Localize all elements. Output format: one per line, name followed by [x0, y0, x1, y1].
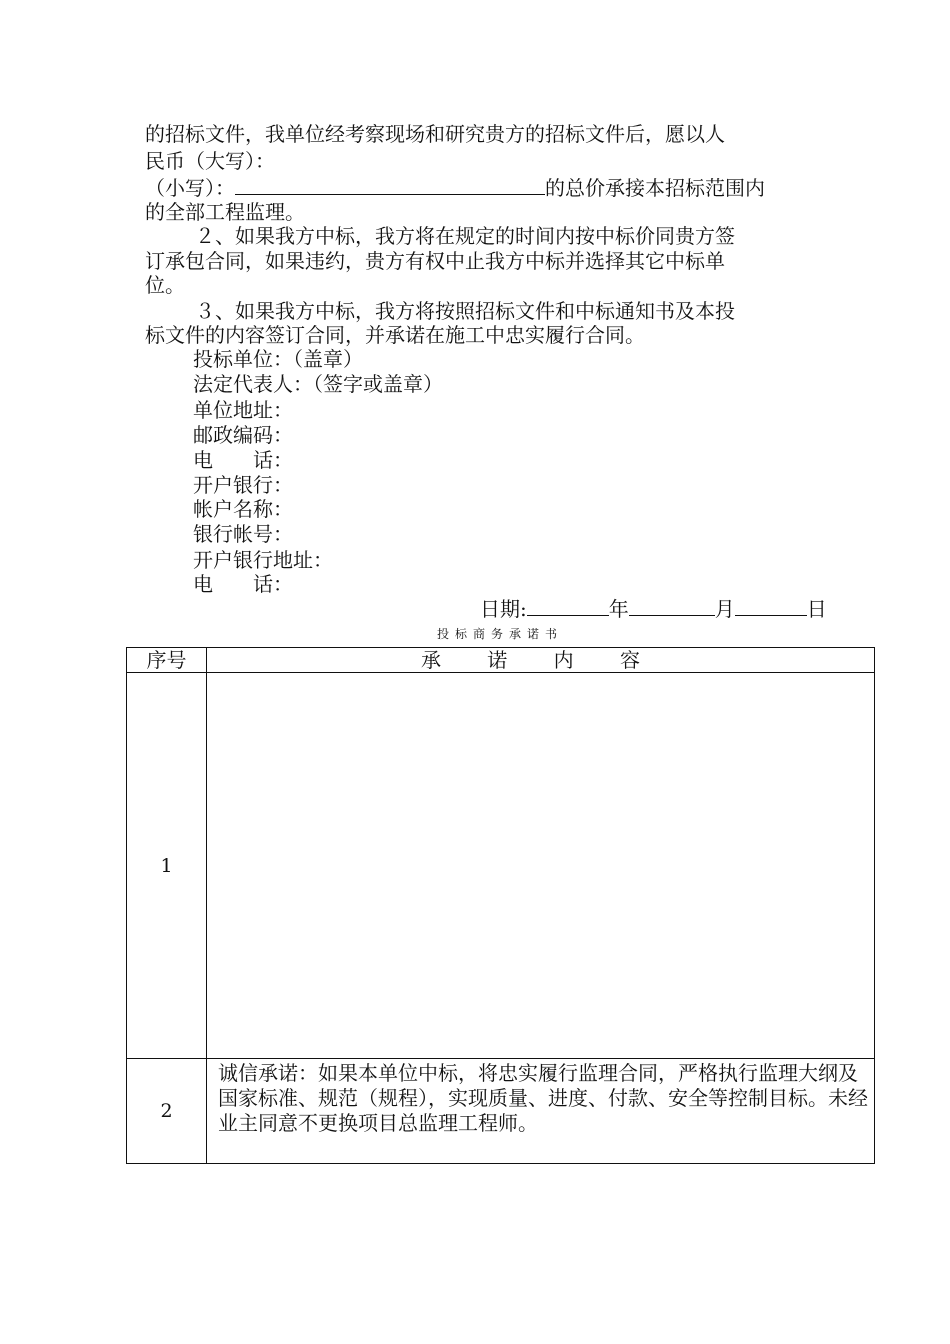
header-no: 序号: [127, 648, 207, 673]
month-blank[interactable]: [629, 597, 715, 616]
date-row: [480, 597, 827, 622]
field-bank: 开户银行：: [193, 473, 293, 497]
row-content: 诚信承诺：如果本单位中标，将忠实履行监理合同，严格执行监理大纲及国家标准、规范（规程），实现质量、进度、付款、安全等控制目标。未经业主同意不更换项目总监理工程师。: [207, 1059, 875, 1164]
field-account-number: 银行帐号：: [193, 522, 293, 546]
item-2-line-3: 位。: [145, 273, 185, 297]
item-2-line-1: ２、如果我方中标，我方将在规定的时间内按中标价同贵方签: [195, 224, 735, 248]
field-bidder-unit: 投标单位：（盖章）: [193, 347, 363, 371]
year-blank[interactable]: [527, 597, 609, 616]
total-price-text: 的总价承接本招标范围内: [545, 176, 765, 200]
letter-line-3: [145, 176, 765, 201]
item-2-line-2: 订承包合同，如果违约，贵方有权中止我方中标并选择其它中标单: [145, 249, 725, 273]
item-3-line-2: 标文件的内容签订合同，并承诺在施工中忠实履行合同。: [145, 323, 645, 347]
field-unit-address: 单位地址：: [193, 398, 293, 422]
item-3-line-1: ３、如果我方中标，我方将按照招标文件和中标通知书及本投: [195, 299, 735, 323]
day-blank[interactable]: [735, 597, 807, 616]
field-bank-address: 开户银行地址：: [193, 548, 333, 572]
row-number: 1: [127, 673, 207, 1059]
table-header-row: [127, 648, 875, 673]
letter-line-2: 民币（大写）：: [145, 149, 275, 173]
date-label: 日期:: [480, 597, 527, 621]
header-content: [207, 648, 875, 673]
commitment-table: [126, 647, 875, 1164]
field-account-name: 帐户名称：: [193, 497, 293, 521]
letter-line-4: 的全部工程监理。: [145, 200, 305, 224]
year-label: 年: [608, 597, 629, 621]
table-title: 投标商务承诺书: [436, 627, 563, 641]
field-phone-2: 电 话：: [193, 572, 293, 596]
table-row: [127, 673, 875, 1059]
field-phone: 电 话：: [193, 448, 293, 472]
row-content: [207, 673, 875, 1059]
lowercase-amount-label: （小写）：: [145, 176, 235, 200]
day-label: 日: [806, 597, 827, 621]
month-label: 月: [714, 597, 735, 621]
row-number: 2: [127, 1059, 207, 1164]
header-content-text: 承 诺 内 容: [420, 648, 661, 672]
field-legal-representative: 法定代表人：（签字或盖章）: [193, 372, 443, 396]
table-row: [127, 1059, 875, 1164]
letter-line-1: 的招标文件，我单位经考察现场和研究贵方的招标文件后，愿以人: [145, 122, 725, 146]
field-postal-code: 邮政编码：: [193, 423, 293, 447]
lowercase-amount-blank[interactable]: [235, 176, 545, 195]
